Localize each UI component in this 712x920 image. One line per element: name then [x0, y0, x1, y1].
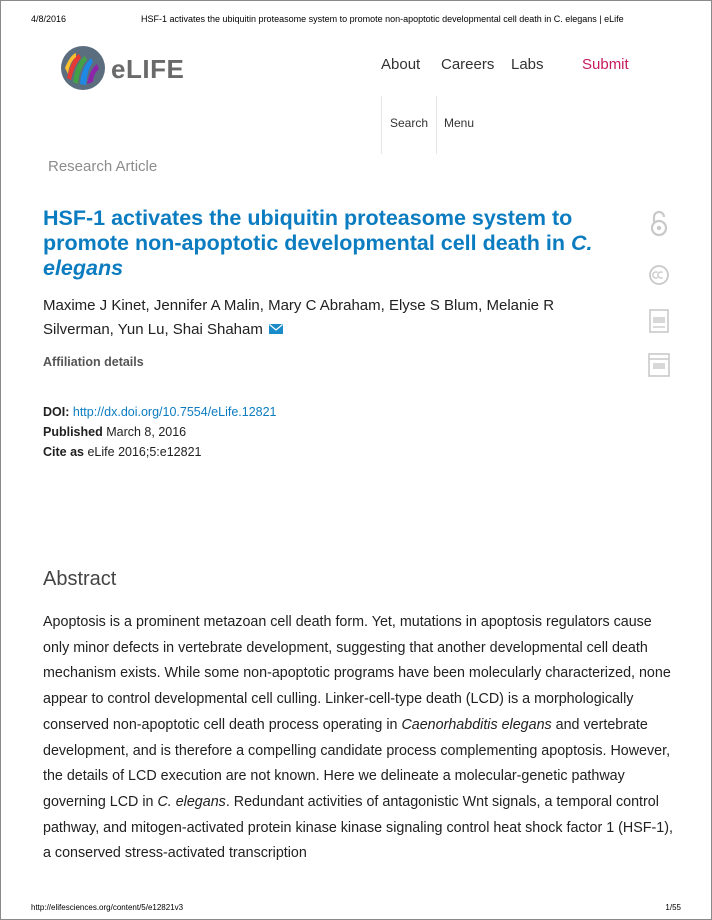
print-page-number: 1/55 — [665, 903, 681, 912]
divider — [381, 96, 382, 154]
pdf-download-icon[interactable] — [647, 308, 671, 339]
nav-careers-link[interactable]: Careers — [441, 56, 495, 73]
doi-link[interactable]: http://dx.doi.org/10.7554/eLife.12821 — [72, 405, 277, 419]
print-footer-url: http://elifesciences.org/content/5/e12821v3 — [31, 903, 184, 912]
print-title: HSF-1 activates the ubiquitin proteasome system to promote non-apoptotic developmental cell death in C. elegans | eLife — [141, 14, 624, 24]
email-icon[interactable] — [269, 318, 283, 342]
cite-label: Cite as — [43, 445, 84, 459]
doi-row — [43, 402, 277, 422]
nav-submit-link[interactable]: Submit — [582, 56, 629, 73]
menu-button[interactable]: Menu — [444, 116, 475, 130]
article-title — [43, 206, 643, 281]
affiliation-details-toggle[interactable]: Affiliation details — [43, 355, 144, 369]
creative-commons-icon[interactable] — [647, 263, 671, 292]
elife-logo[interactable] — [59, 44, 184, 92]
doi-label: DOI: — [43, 405, 70, 419]
open-access-icon[interactable] — [647, 210, 671, 243]
authors-text[interactable]: Maxime J Kinet, Jennifer A Malin, Mary C Abraham, Elyse S Blum, Melanie R Silverman, Yun Lu, Shai Shaham — [43, 297, 555, 338]
abstract-heading: Abstract — [43, 568, 117, 590]
nav-labs-link[interactable]: Labs — [511, 56, 544, 73]
figures-pdf-icon[interactable] — [647, 352, 671, 383]
sub-navigation — [381, 96, 491, 156]
abstract-text-2: and vertebrate development, and is therefore a compelling candidate process complementing apoptosis. However, the details of LCD execution are not known. Here we delineate a molecular-genetic pathway governing LCD in — [43, 716, 671, 810]
article-title-italic: C. elegans — [43, 231, 593, 280]
abstract-paragraph — [43, 610, 673, 867]
cite-row — [43, 442, 277, 462]
print-date: 4/8/2016 — [31, 14, 67, 24]
article-type-label: Research Article — [48, 158, 158, 175]
cite-value: eLife 2016;5:e12821 — [87, 445, 202, 459]
published-row — [43, 422, 277, 442]
abstract-text-1: Apoptosis is a prominent metazoan cell death form. Yet, mutations in apoptosis regulators cause only minor defects in vertebrate development, suggesting that another developmental cell death mechanism exists. While some non-apoptotic programs have been molecularly characterized, none appear to control developmental cell culling. Linker-cell-type death (LCD) is a morphologically conserved non-apoptotic cell death process operating in — [43, 614, 671, 733]
abstract-text-3: . Redundant activities of antagonistic Wnt signals, a temporal control pathway, and mitogen-activated protein kinase kinase signaling control heat shock factor 1 (HSF-1), a conserved stress-activated transcription — [43, 793, 673, 862]
citation-metadata — [43, 402, 277, 462]
abstract-italic-2: C. elegans — [157, 793, 226, 810]
nav-about-link[interactable]: About — [381, 56, 421, 73]
search-button[interactable]: Search — [390, 116, 429, 130]
abstract-italic-1: Caenorhabditis elegans — [401, 716, 552, 733]
elife-wordmark: eLIFE — [111, 54, 185, 84]
published-label: Published — [43, 425, 103, 439]
published-date: March 8, 2016 — [106, 425, 187, 439]
elife-logo-icon — [59, 44, 107, 92]
divider — [436, 96, 437, 154]
author-list — [43, 294, 623, 342]
article-title-main: HSF-1 activates the ubiquitin proteasome system to promote non-apoptotic developmental cell death in — [43, 206, 573, 255]
